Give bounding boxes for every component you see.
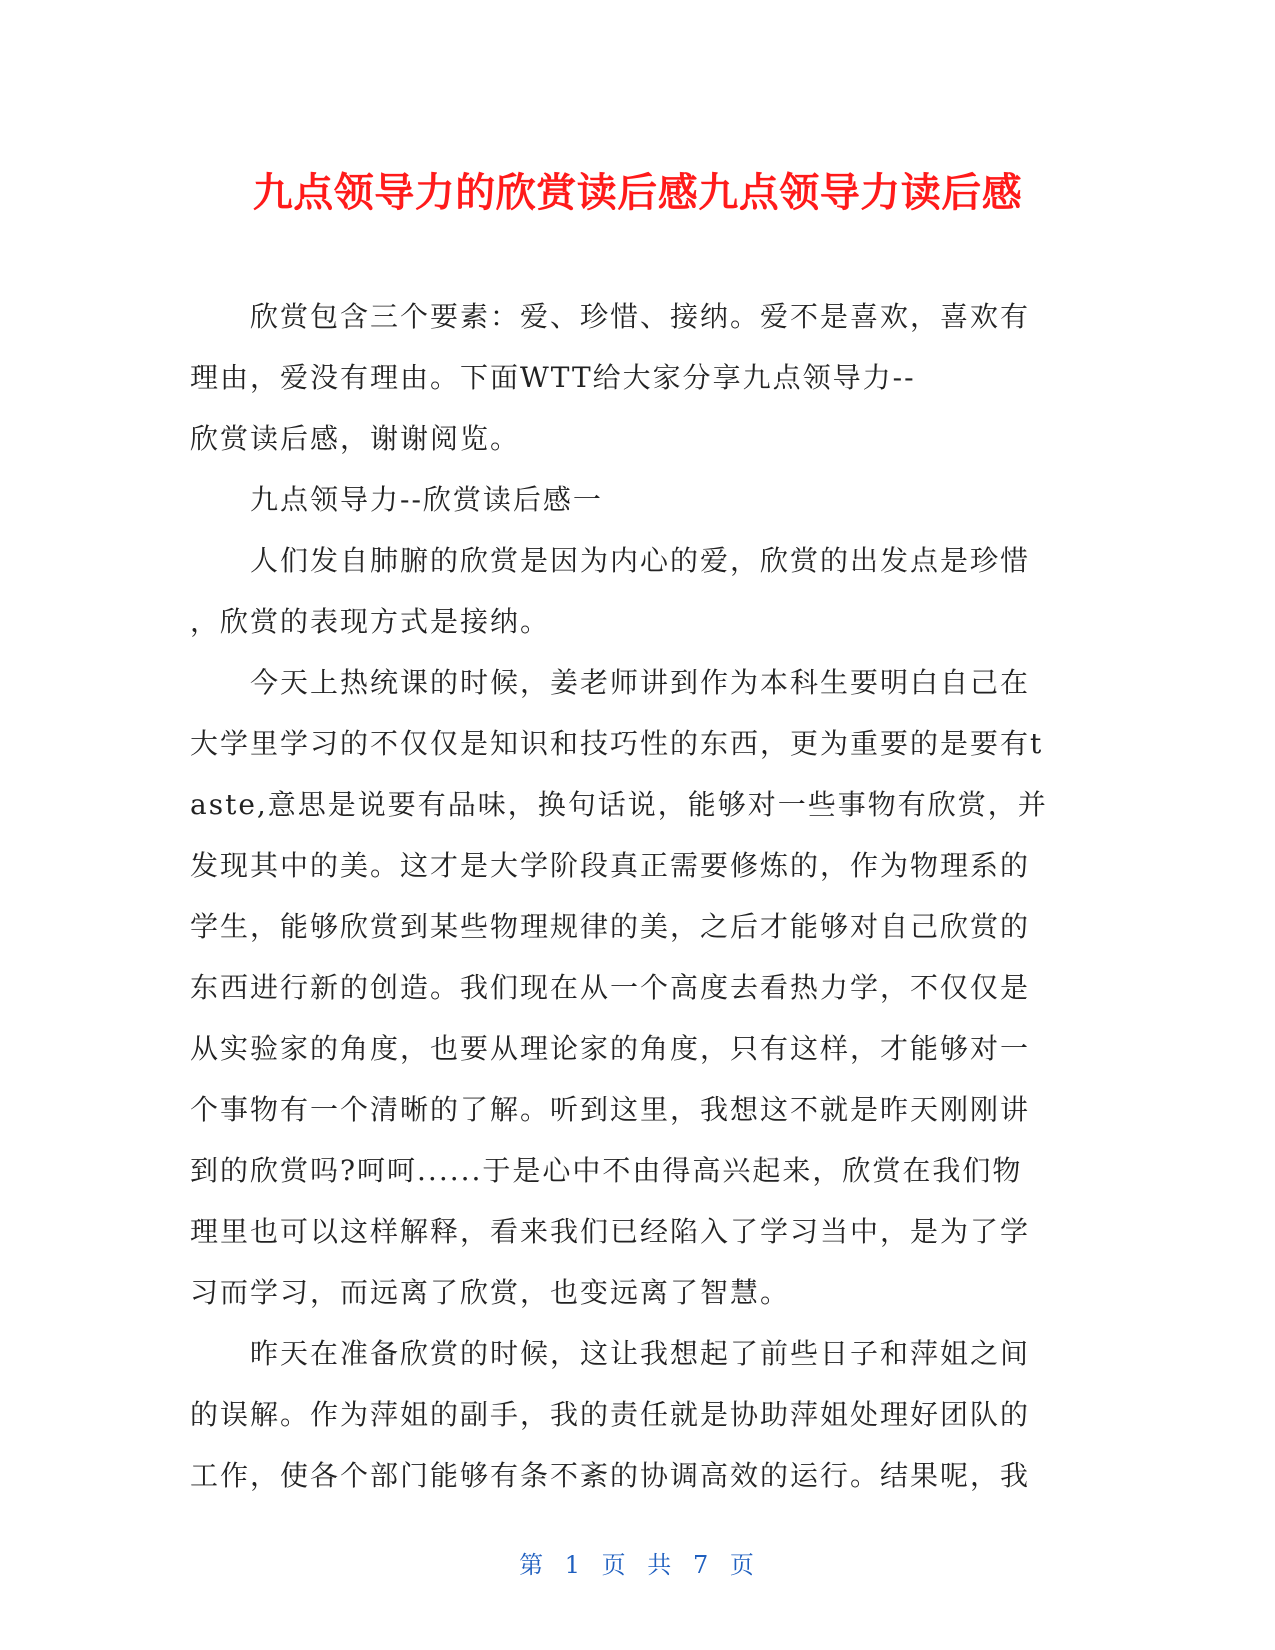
text-line: ，欣赏的表现方式是接纳。 — [190, 605, 551, 638]
text-line: 发现其中的美。这才是大学阶段真正需要修炼的，作为物理系的 — [190, 849, 1031, 882]
text-line: 的误解。作为萍姐的副手，我的责任就是协助萍姐处理好团队的 — [190, 1398, 1031, 1431]
document-body — [190, 286, 1085, 1506]
page-number-footer: 第 1 页 共 7 页 — [519, 1551, 756, 1579]
text-line: 习而学习，而远离了欣赏，也变远离了智慧。 — [190, 1276, 791, 1309]
text-line: 理里也可以这样解释，看来我们已经陷入了学习当中，是为了学 — [190, 1215, 1031, 1248]
text-line: 今天上热统课的时候，姜老师讲到作为本科生要明白自己在 — [250, 666, 1031, 699]
text-line: 个事物有一个清晰的了解。听到这里，我想这不就是昨天刚刚讲 — [190, 1093, 1031, 1126]
text-line: 欣赏包含三个要素：爱、珍惜、接纳。爱不是喜欢，喜欢有 — [250, 300, 1031, 333]
text-line: 工作，使各个部门能够有条不紊的协调高效的运行。结果呢，我 — [190, 1459, 1031, 1492]
text-line: 从实验家的角度，也要从理论家的角度，只有这样，才能够对一 — [190, 1032, 1031, 1065]
text-line: 到的欣赏吗?呵呵......于是心中不由得高兴起来，欣赏在我们物 — [190, 1154, 1023, 1187]
text-line: 人们发自肺腑的欣赏是因为内心的爱，欣赏的出发点是珍惜 — [250, 544, 1031, 577]
text-line: 东西进行新的创造。我们现在从一个高度去看热力学，不仅仅是 — [190, 971, 1031, 1004]
document-title: 九点领导力的欣赏读后感九点领导力读后感 — [252, 170, 1023, 216]
text-line: 九点领导力--欣赏读后感一 — [250, 483, 603, 516]
text-line: 昨天在准备欣赏的时候，这让我想起了前些日子和萍姐之间 — [250, 1337, 1031, 1370]
text-line: 理由，爱没有理由。下面WTT给大家分享九点领导力-- — [190, 361, 916, 394]
text-line: aste,意思是说要有品味，换句话说，能够对一些事物有欣赏，并 — [190, 788, 1048, 821]
text-line: 学生，能够欣赏到某些物理规律的美，之后才能够对自己欣赏的 — [190, 910, 1031, 943]
text-line: 大学里学习的不仅仅是知识和技巧性的东西，更为重要的是要有t — [190, 727, 1044, 760]
text-line: 欣赏读后感，谢谢阅览。 — [190, 422, 521, 455]
